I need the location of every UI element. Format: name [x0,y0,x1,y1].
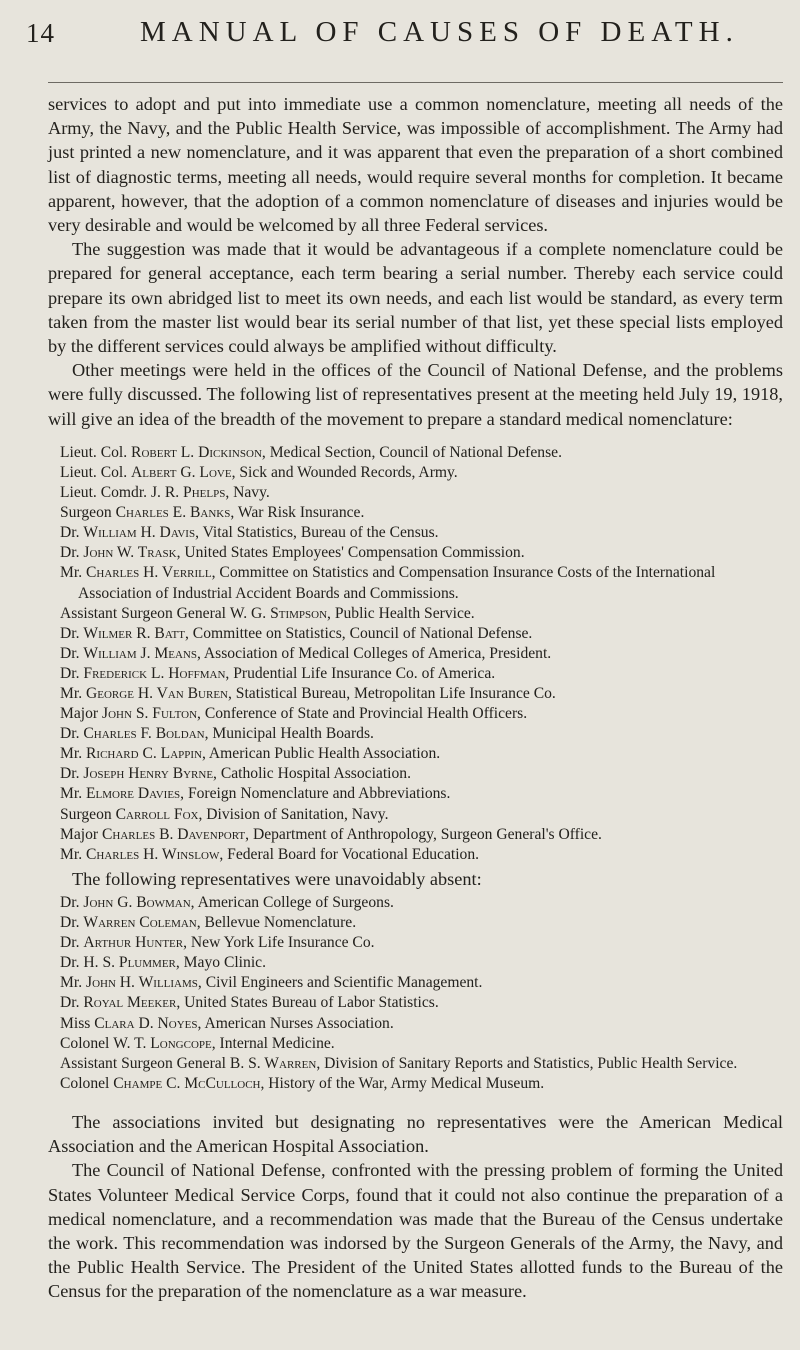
affiliation: , New York Life Insurance Co. [183,934,375,952]
list-item [48,684,783,704]
affiliation: , Public Health Service. [327,604,475,622]
affiliation: , Catholic Hospital Association. [213,765,411,783]
affiliation: , Statistical Bureau, Metropolitan Life Insurance Co. [228,684,556,702]
affiliation: , Bellevue Nomenclature. [196,914,357,932]
affiliation: , Federal Board for Vocational Education. [219,845,480,863]
affiliation: , Division of Sanitary Reports and Statistics, Public Health Service. [316,1054,738,1072]
list-item [48,933,783,953]
person-title: Dr. [60,994,84,1012]
list-item [48,744,783,764]
person-title: Surgeon [60,805,116,823]
list-item [48,644,783,664]
affiliation: , Foreign Nomenclature and Abbreviations. [180,785,451,803]
affiliation: , Department of Anthropology, Surgeon General's Office. [245,825,602,843]
person-title: Dr. [60,544,84,562]
person-name: William H. Davis [83,524,196,542]
person-name: J. R. Phelps [150,484,226,502]
person-name: John G. Bowman [83,894,191,912]
person-name: W. G. Stimpson [229,604,328,622]
list-item [48,825,783,845]
person-title: Dr. [60,954,84,972]
person-title: Colonel [60,1074,114,1092]
affiliation: , Navy. [225,484,270,502]
person-title: Dr. [60,664,84,682]
person-name: Elmore Davies [86,785,181,803]
affiliation: , Prudential Life Insurance Co. of America. [225,664,496,682]
list-item [48,664,783,684]
person-name: Albert G. Love [131,463,232,481]
affiliation: , American College of Surgeons. [190,894,394,912]
person-name: Richard C. Lappin [86,745,202,763]
list-item [48,1014,783,1034]
person-title: Dr. [60,644,84,662]
list-item [48,443,783,463]
affiliation: , Civil Engineers and Scientific Management. [197,974,483,992]
paragraph: Other meetings were held in the offices of the Council of National Defense, and the problems were fully discussed. The following list of representatives present at the meeting held July 19, 1918, will give an idea of the breadth of the movement to prepare a standard medical nomenclature: [48,360,783,429]
person-title: Mr. [60,745,86,763]
person-name: Robert L. Dickinson [131,443,262,461]
list-item [48,503,783,523]
affiliation: , Municipal Health Boards. [204,725,374,743]
list-item [48,1034,783,1054]
present-representatives-list [48,443,783,865]
body-text [48,92,783,1304]
person-name: Arthur Hunter [83,934,184,952]
person-title: Dr. [60,765,84,783]
person-name: Clara D. Noyes [94,1014,198,1032]
paragraph: The following representatives were unavoidably absent: [72,868,482,889]
list-item [48,993,783,1013]
person-name: Charles F. Boldan [83,725,205,743]
person-name: Champe C. McCulloch [113,1074,261,1092]
paragraph: services to adopt and put into immediate use a common nomenclature, meeting all needs of the Army, the Navy, and the Public Health Service, was impossible of accomplishment. The Army had just printed a new nomenclature, and it was apparent that even the preparation of a short combined list of diagnostic terms, meeting all needs, would require several months for completion. It became apparent, however, that the adoption of a common nomenclature of diseases and injuries would be very desirable and would be welcomed by all three Federal services. [48,94,783,236]
list-item [48,764,783,784]
affiliation: , Sick and Wounded Records, Army. [231,463,458,481]
affiliation: , Conference of State and Provincial Health Officers. [197,705,528,723]
person-name: Royal Meeker [83,994,177,1012]
list-item [48,523,783,543]
person-title: Dr. [60,914,84,932]
list-item [48,893,783,913]
person-title: Dr. [60,894,84,912]
person-title: Mr. [60,845,86,863]
header-rule [48,82,783,83]
list-item [48,704,783,724]
list-item [48,604,783,624]
person-name: John H. Williams [86,974,198,992]
person-title: Lieut. Col. [60,463,132,481]
affiliation: , History of the War, Army Medical Museum. [260,1074,545,1092]
list-item [48,1054,783,1074]
affiliation: , Internal Medicine. [211,1034,335,1052]
paragraph: The associations invited but designating no representatives were the American Medical Association and the American Hospital Association. [48,1111,783,1157]
person-title: Mr. [60,684,86,702]
absent-representatives-list [48,893,783,1094]
affiliation: , Committee on Statistics and Compensation Insurance Costs of the International Association of Industrial Accident Boards and Commissions. [78,564,716,602]
list-item [48,483,783,503]
person-name: Charles H. Winslow [86,845,220,863]
affiliation: , Association of Medical Colleges of America, President. [196,644,552,662]
affiliation: , Vital Statistics, Bureau of the Census. [195,524,439,542]
person-title: Major [60,825,103,843]
page-header [0,10,800,56]
person-title: Assistant Surgeon General [60,1054,230,1072]
person-title: Dr. [60,524,84,542]
person-title: Assistant Surgeon General [60,604,230,622]
person-title: Lieut. Comdr. [60,484,151,502]
person-title: Mr. [60,564,86,582]
list-item [48,913,783,933]
list-item [48,543,783,563]
person-name: Wilmer R. Batt [83,624,185,642]
list-item [48,624,783,644]
person-name: John W. Trask [83,544,177,562]
person-name: John S. Fulton [102,705,198,723]
person-name: Charles E. Banks [115,504,231,522]
list-item [48,784,783,804]
person-name: H. S. Plummer [83,954,176,972]
person-title: Surgeon [60,504,116,522]
person-name: Warren Coleman [83,914,197,932]
person-name: W. T. Longcope [113,1034,212,1052]
person-name: William J. Means [83,644,197,662]
list-item [48,724,783,744]
running-title: MANUAL OF CAUSES OF DEATH. [140,16,739,48]
list-item [48,845,783,865]
person-name: George H. Van Buren [86,684,228,702]
person-title: Colonel [60,1034,114,1052]
person-name: Carroll Fox [115,805,199,823]
affiliation: , Medical Section, Council of National Defense. [261,443,562,461]
list-item [48,953,783,973]
person-title: Major [60,705,103,723]
affiliation: , United States Bureau of Labor Statistics. [176,994,439,1012]
person-name: B. S. Warren [229,1054,317,1072]
person-title: Mr. [60,785,86,803]
paragraph: The Council of National Defense, confronted with the pressing problem of forming the United States Volunteer Medical Service Corps, found that it could not also continue the preparation of a medical nomenclature, and a recommendation was made that the Bureau of the Census undertake the work. This recommendation was indorsed by the Surgeon Generals of the Army, the Navy, and the Public Health Service. The President of the United States allotted funds to the Bureau of the Census for the preparation of the nomenclature as a war measure. [48,1160,783,1302]
person-title: Lieut. Col. [60,443,132,461]
affiliation: , United States Employees' Compensation Commission. [176,544,525,562]
affiliation: , American Public Health Association. [201,745,441,763]
affiliation: , American Nurses Association. [197,1014,394,1032]
person-title: Dr. [60,624,84,642]
person-name: Frederick L. Hoffman [83,664,226,682]
affiliation: , Mayo Clinic. [175,954,266,972]
page-number: 14 [26,18,55,48]
affiliation: , War Risk Insurance. [230,504,365,522]
person-name: Joseph Henry Byrne [83,765,214,783]
person-title: Mr. [60,974,86,992]
list-item [48,563,783,603]
affiliation: , Committee on Statistics, Council of National Defense. [185,624,533,642]
person-title: Miss [60,1014,95,1032]
list-item [48,463,783,483]
person-title: Dr. [60,725,84,743]
person-name: Charles B. Davenport [102,825,246,843]
person-name: Charles H. Verrill [86,564,212,582]
list-item [48,805,783,825]
paragraph: The suggestion was made that it would be advantageous if a complete nomenclature could be prepared for general acceptance, each term bearing a serial number. Thereby each service could prepare its own abridged list to meet its own needs, and each list would be standard, as every term taken from the master list would bear its serial number of that list, yet these special lists employed by the different services could always be amplified without difficulty. [48,239,783,357]
list-item [48,973,783,993]
affiliation: , Division of Sanitation, Navy. [198,805,389,823]
person-title: Dr. [60,934,84,952]
list-item [48,1074,783,1094]
